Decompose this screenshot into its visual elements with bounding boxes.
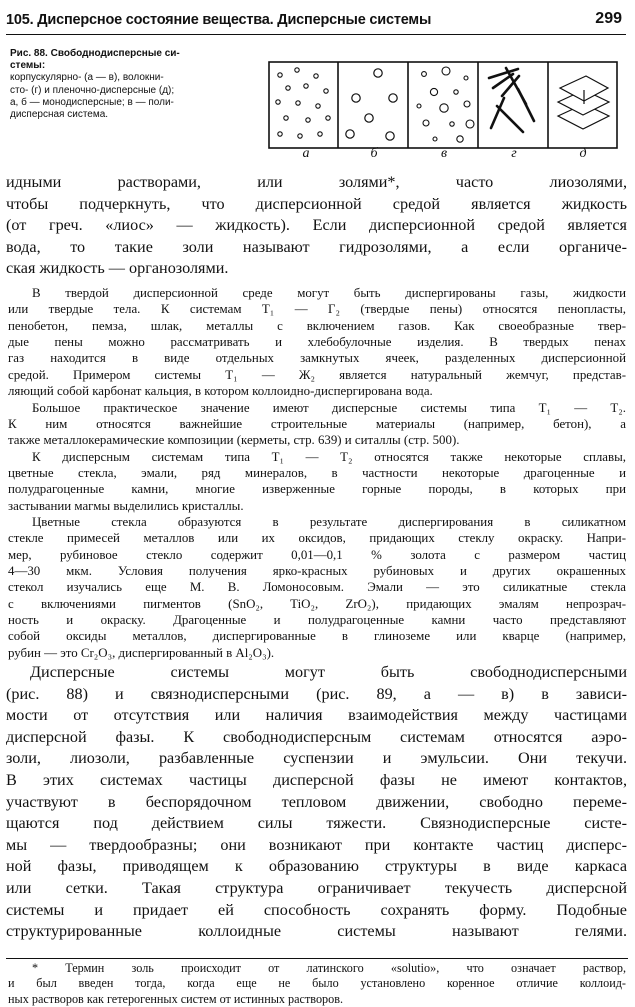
paragraph-building-materials (8, 400, 626, 449)
text-line: рубин — это Cr₂O₃, диспергированный в Al₂O₃). (8, 645, 275, 660)
text-line: Большое практическое значение имеют дисперсные системы типа Т₁ — Т₂. (32, 400, 626, 415)
text-line: золи, лиозоли, разбавленные суспензии и эмульсии. Они текучи. (6, 749, 627, 768)
footnote-line: и был введен тогда, когда еще не было установлено коренное отличие коллоид- (8, 976, 626, 991)
paragraph-solid-foams (8, 285, 626, 399)
text-line: ская жидкость — органозолями. (6, 259, 229, 278)
paragraph-free-and-bound-disperse (6, 662, 627, 943)
text-line: газ находится в виде отдельных замкнутых ячеек, разделенных дисперсионной (8, 351, 626, 366)
figure-88-svg (266, 46, 624, 154)
figure-panel-labels (266, 146, 624, 168)
text-line: чтобы подчеркнуть, что дисперсионной средой является жидкость (6, 194, 627, 213)
text-line: полудрагоценные камни, многие изверженные горные породы, в которых при (8, 482, 626, 497)
text-line: щаются под действием силы тяжести. Связнодисперсные систе- (6, 814, 627, 833)
text-line: средой. Примером системы Т₁ — Ж₂ является натуральный жемчуг, представ- (8, 367, 626, 382)
text-line: цветные стекла, эмали, ряд минералов, в частности некоторые драгоценные и (8, 465, 626, 480)
text-line: ной фазы, приводящем к образованию структуры в виде каркаса (6, 857, 627, 876)
paragraph-colored-glass (8, 514, 626, 661)
text-line: с включениями пигментов (SnO₂, TiO₂, ZrO₂), придающих эмалям непрозрач- (8, 596, 626, 611)
panel-label-e: д (579, 146, 587, 161)
running-header (6, 8, 626, 35)
footnote-line: * Термин золь происходит от латинского «solutio», что означает раствор, (32, 961, 626, 975)
panel-label-c: в (440, 146, 448, 161)
panel-a-monodisperse-fine (276, 68, 330, 138)
panel-b-monodisperse-coarse (346, 69, 397, 140)
caption-line: дисперсная система. (10, 109, 109, 121)
paragraph-alloys-minerals (8, 449, 626, 514)
text-line: В этих системах частицы дисперсной фазы не имеют контактов, (6, 770, 627, 789)
text-line: К дисперсным системам типа Т₁ — Т₂ относятся также некоторые сплавы, (32, 449, 626, 464)
figure-88-illustration (266, 46, 624, 154)
paragraph-lyosols (6, 172, 627, 280)
caption-line: стемы: (10, 60, 46, 72)
panel-d-fibrous (489, 68, 534, 132)
page-number: 299 (595, 10, 622, 27)
text-line: мы — твердообразны; они возникают при контакте частиц дисперс- (6, 835, 627, 854)
panel-c-polydisperse (417, 67, 474, 142)
panel-label-a: а (302, 146, 310, 161)
caption-line: а, б — монодисперсные; в — поли- (10, 96, 174, 108)
text-line: стекол изучались еще М. В. Ломоносовым. Эмали — это силикатные стекла (8, 580, 626, 595)
text-line: Дисперсные системы могут быть свободнодисперсными (30, 663, 627, 681)
text-line: участвуют в беспорядочном тепловом движении, свободно переме- (6, 792, 627, 811)
text-line: 4—30 мкм. Условия получения ярко-красных рубиновых и других окрашенных (8, 564, 626, 579)
panel-label-d: г (511, 146, 517, 161)
caption-line: сто- (г) и пленочно-дисперсные (д); (10, 84, 175, 96)
footnote-line: ных растворов как гетерогенных систем от истинных растворов. (8, 991, 344, 1006)
text-line: застывании магмы выделились кристаллы. (8, 498, 244, 513)
text-line: (от греч. «лиос» — жидкость). Если дисперсионной средой является (6, 216, 627, 235)
text-line: пенобетон, пемза, шлак, металлы с включением газов. Как своеобразные твер- (8, 318, 626, 333)
text-line: системы и придает ей способность сохранять форму. Подобные (6, 900, 627, 919)
text-line: В твердой дисперсионной среде могут быть диспергированы газы, жидкости (32, 286, 626, 300)
text-line: вода, то такие золи называют гидрозолями, а если органиче- (6, 237, 627, 256)
figure-caption (10, 48, 260, 121)
text-line: (рис. 88) и связнодисперсными (рис. 89, а — в) в зависи- (6, 684, 627, 703)
panel-e-film (558, 76, 609, 129)
text-line: ность и окраску. Драгоценные и полудрагоценные камни часто представляют (8, 613, 626, 628)
text-line: мости от отсутствия или наличия взаимодействия между частицами (6, 706, 627, 725)
text-line: Цветные стекла образуются в результате диспергирования в силикатном (32, 515, 626, 529)
footnote (8, 961, 626, 1007)
text-line: дые пены можно рассматривать и хлебобулочные изделия. В твердых пенах (8, 335, 626, 350)
text-line: идными растворами, или золями*, часто лиозолями, (6, 173, 627, 191)
text-line: стекле примесей металлов или их оксидов, придающих стеклу окраску. Напри- (8, 531, 626, 546)
text-line: дисперсной фазы. К свободнодисперсным системам относятся аэро- (6, 727, 627, 746)
text-line: К ним относятся важнейшие строительные материалы (например, бетон), а (8, 416, 626, 431)
panel-label-b: б (370, 146, 378, 161)
text-line: или твердые тела. К системам Т₁ — Г₂ (твердые пены) относятся пенопласты, (8, 302, 626, 317)
caption-line: корпускулярно- (а — в), волокни- (10, 72, 164, 84)
caption-line: Рис. 88. Свободнодисперсные си- (10, 48, 180, 59)
section-title: 105. Дисперсное состояние вещества. Дисперсные системы (6, 12, 432, 28)
text-line: ляющий собой карбонат кальция, в котором коллоидно-диспергирована вода. (8, 384, 433, 399)
text-line: структурированные коллоидные системы называют гелями. (6, 922, 627, 941)
text-line: мер, рубиновое стекло содержит 0,01—0,1 % золота с размером частиц (8, 547, 626, 562)
text-line: также металлокерамические композиции (керметы, стр. 639) и ситаллы (стр. 500). (8, 433, 460, 448)
text-line: или сетки. Такая структура ограничивает текучесть дисперсной (6, 878, 627, 897)
text-line: собой оксиды металлов, диспергированные в глиноземе или кварце (например, (8, 629, 626, 644)
footnote-rule (6, 958, 628, 959)
